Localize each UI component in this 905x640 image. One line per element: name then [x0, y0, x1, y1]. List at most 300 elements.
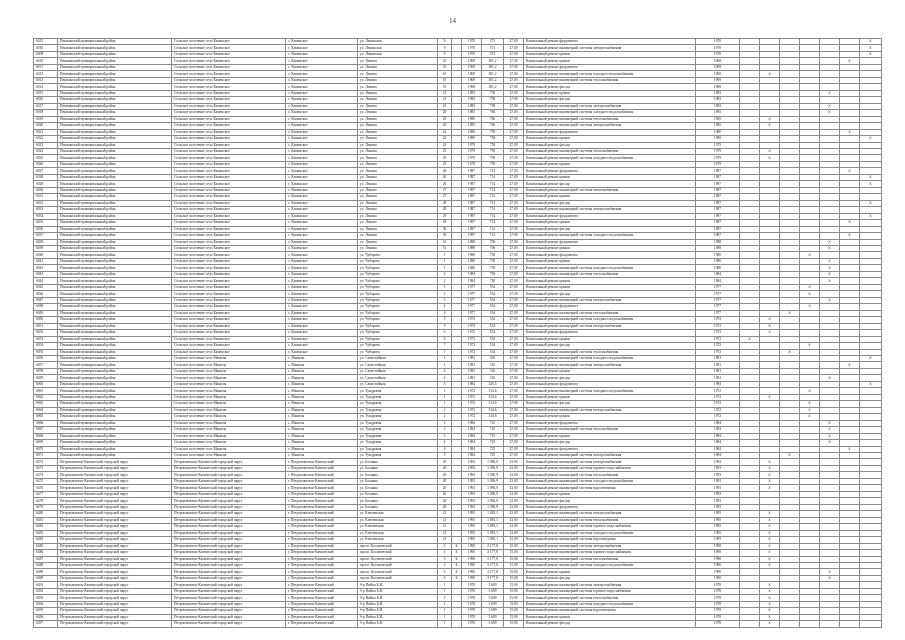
- locality-cell: с. Манилы: [286, 394, 358, 400]
- area-cell: 714: [482, 233, 504, 239]
- row-id-cell: 6481: [34, 517, 58, 523]
- year-built-cell: 1990: [462, 550, 482, 556]
- district-cell: Петропавловск-Камчатский городской округ: [58, 601, 172, 607]
- locality-cell: с. Каменское: [286, 330, 358, 336]
- settlement-cell: Сельское поселение село Каменское: [172, 207, 286, 213]
- area-cell: 714: [482, 200, 504, 206]
- planned-year-cell: 1972: [696, 330, 740, 336]
- percent-cell: 27,00: [504, 407, 524, 413]
- district-cell: Пенжинский муниципальный район: [58, 388, 172, 394]
- percent-cell: 27,00: [504, 394, 524, 400]
- percent-cell: 27,00: [504, 226, 524, 232]
- row-id-cell: 6071: [34, 453, 58, 459]
- street-cell: ул. Ленина: [358, 116, 438, 122]
- row-id-cell: 6479: [34, 504, 58, 510]
- house-number-cell: 31: [438, 239, 452, 245]
- work-type-cell: Капитальный ремонт инженерной системы горячего водоснабжения: [524, 550, 696, 556]
- work-type-cell: Капитальный ремонт фасада: [524, 375, 696, 381]
- row-id-cell: 6034: [34, 213, 58, 219]
- district-cell: Пенжинский муниципальный район: [58, 200, 172, 206]
- row-id-cell: 6473: [34, 465, 58, 471]
- locality-cell: с. Каменское: [286, 194, 358, 200]
- percent-cell: 27,00: [504, 297, 524, 303]
- period-mark-cell: X: [760, 614, 780, 620]
- district-cell: Петропавловск-Камчатский городской округ: [58, 478, 172, 484]
- settlement-cell: Петропавловск-Камчатский городской округ: [172, 459, 286, 465]
- year-built-cell: 1985: [462, 116, 482, 122]
- percent-cell: 27,00: [504, 58, 524, 64]
- planned-year-cell: 1981: [696, 355, 740, 361]
- work-type-cell: Капитальный ремонт крыши: [524, 58, 696, 64]
- street-cell: ул. Чубарова: [358, 252, 438, 258]
- planned-year-cell: 1978: [696, 614, 740, 620]
- house-number-cell: 22: [438, 136, 452, 142]
- district-cell: Пенжинский муниципальный район: [58, 45, 172, 51]
- percent-cell: 27,00: [504, 284, 524, 290]
- period-mark-cell: X: [800, 407, 820, 413]
- work-type-cell: Капитальный ремонт фундамента: [524, 381, 696, 387]
- district-cell: Петропавловск-Камчатский городской округ: [58, 621, 172, 627]
- house-number-cell: 2: [438, 368, 452, 374]
- area-cell: 3 177,8: [482, 543, 504, 549]
- year-built-cell: 1977: [462, 297, 482, 303]
- period-mark-cell: X: [860, 39, 882, 45]
- percent-cell: 27,00: [504, 304, 524, 310]
- work-type-cell: Капитальный ремонт инженерной системы горячего водоснабжения: [524, 465, 696, 471]
- planned-year-cell: 1987: [696, 200, 740, 206]
- planned-year-cell: 1977: [696, 310, 740, 316]
- street-cell: б-р Пийпа Б.И.: [358, 608, 438, 614]
- row-id-cell: 6051: [34, 323, 58, 329]
- row-id-cell: 6062: [34, 394, 58, 400]
- house-number-cell: 10: [438, 84, 452, 90]
- area-cell: 381,2: [482, 71, 504, 77]
- district-cell: Петропавловск-Камчатский городской округ: [58, 575, 172, 581]
- locality-cell: с. Каменское: [286, 136, 358, 142]
- percent-cell: 27,00: [504, 181, 524, 187]
- settlement-cell: Петропавловск-Камчатский городской округ: [172, 465, 286, 471]
- row-id-cell: 6018: [34, 110, 58, 116]
- work-type-cell: Капитальный ремонт фундамента: [524, 168, 696, 174]
- house-number-cell: 9: [438, 51, 452, 57]
- row-id-cell: 6053: [34, 336, 58, 342]
- planned-year-cell: 1990: [696, 575, 740, 581]
- locality-cell: с. Каменское: [286, 97, 358, 103]
- house-number-cell: 28: [438, 207, 452, 213]
- period-mark-cell: X: [760, 472, 780, 478]
- planned-year-cell: 1993: [696, 478, 740, 484]
- street-cell: ул. Тундровая: [358, 433, 438, 439]
- area-cell: 1 083,1: [482, 530, 504, 536]
- period-mark-cell: X: [820, 569, 840, 575]
- area-cell: 3 177,8: [482, 562, 504, 568]
- row-id-cell: 6016: [34, 45, 58, 51]
- district-cell: Пенжинский муниципальный район: [58, 142, 172, 148]
- year-built-cell: 1979: [462, 148, 482, 154]
- period-mark-cell: X: [740, 336, 760, 342]
- district-cell: Пенжинский муниципальный район: [58, 336, 172, 342]
- year-built-cell: 1987: [462, 213, 482, 219]
- percent-cell: 27,00: [504, 414, 524, 420]
- row-id-cell: 6035: [34, 220, 58, 226]
- work-type-cell: Капитальный ремонт инженерной системы электроснабжения: [524, 45, 696, 51]
- area-cell: 1 096,9: [482, 485, 504, 491]
- house-number-cell: 2: [438, 278, 452, 284]
- house-number-cell: 6: [438, 336, 452, 342]
- percent-cell: 27,00: [504, 45, 524, 51]
- percent-cell: 27,00: [504, 265, 524, 271]
- house-number-cell: 25: [438, 155, 452, 161]
- settlement-cell: Сельское поселение село Каменское: [172, 252, 286, 258]
- work-type-cell: Капитальный ремонт инженерной системы холодного водоснабжения: [524, 265, 696, 271]
- row-id-cell: 6012: [34, 71, 58, 77]
- work-type-cell: Капитальный ремонт фасада: [524, 343, 696, 349]
- year-built-cell: 1970: [462, 51, 482, 57]
- work-type-cell: Капитальный ремонт инженерной системы холодного водоснабжения: [524, 530, 696, 536]
- period-mark-cell: [780, 621, 800, 627]
- district-cell: Петропавловск-Камчатский городской округ: [58, 530, 172, 536]
- area-cell: 758: [482, 258, 504, 264]
- row-id-cell: 6480: [34, 511, 58, 517]
- year-built-cell: 1983: [462, 103, 482, 109]
- period-mark-cell: X: [760, 123, 780, 129]
- period-mark-cell: X: [820, 375, 840, 381]
- percent-cell: 27,00: [504, 349, 524, 355]
- settlement-cell: Сельское поселение село Каменское: [172, 297, 286, 303]
- locality-cell: с. Каменское: [286, 297, 358, 303]
- area-cell: 758: [482, 265, 504, 271]
- district-cell: Пенжинский муниципальный район: [58, 64, 172, 70]
- period-mark-cell: X: [860, 355, 882, 361]
- period-mark-cell: X: [860, 45, 882, 51]
- area-cell: 758: [482, 148, 504, 154]
- locality-cell: с. Манилы: [286, 362, 358, 368]
- planned-year-cell: 1972: [696, 317, 740, 323]
- planned-year-cell: 1984: [696, 420, 740, 426]
- row-id-cell: 6474: [34, 472, 58, 478]
- area-cell: 1 083,1: [482, 517, 504, 523]
- street-cell: ул. Бохняка: [358, 459, 438, 465]
- row-id-cell: 6038: [34, 239, 58, 245]
- street-cell: ул. Самостийная: [358, 375, 438, 381]
- street-cell: ул. Ленина: [358, 148, 438, 154]
- street-cell: ул. Ленина: [358, 64, 438, 70]
- locality-cell: с. Каменское: [286, 110, 358, 116]
- settlement-cell: Сельское поселение село Каменское: [172, 226, 286, 232]
- planned-year-cell: 1987: [696, 233, 740, 239]
- house-number-cell: 25: [438, 161, 452, 167]
- street-cell: ул. Ленина: [358, 246, 438, 252]
- district-cell: Пенжинский муниципальный район: [58, 194, 172, 200]
- house-letter-cell: Б: [452, 569, 462, 575]
- house-number-cell: 20: [438, 110, 452, 116]
- year-built-cell: 1987: [462, 220, 482, 226]
- locality-cell: с. Манилы: [286, 433, 358, 439]
- area-cell: 534: [482, 291, 504, 297]
- row-id-cell: 6070: [34, 446, 58, 452]
- settlement-cell: Сельское поселение село Каменское: [172, 317, 286, 323]
- locality-cell: с. Каменское: [286, 265, 358, 271]
- year-built-cell: 1978: [462, 614, 482, 620]
- percent-cell: 23,00: [504, 511, 524, 517]
- area-cell: 3 689: [482, 621, 504, 627]
- area-cell: 3 689: [482, 614, 504, 620]
- area-cell: 758: [482, 97, 504, 103]
- settlement-cell: Сельское поселение село Манилы: [172, 427, 286, 433]
- street-cell: ул. Самостийная: [358, 368, 438, 374]
- period-mark-cell: X: [760, 530, 780, 536]
- percent-cell: 27,00: [504, 401, 524, 407]
- street-cell: ул. Тундровая: [358, 427, 438, 433]
- row-id-cell: 6043: [34, 271, 58, 277]
- work-type-cell: Капитальный ремонт инженерной системы электроснабжения: [524, 123, 696, 129]
- settlement-cell: Петропавловск-Камчатский городской округ: [172, 601, 286, 607]
- period-mark-cell: X: [820, 258, 840, 264]
- locality-cell: с. Каменское: [286, 45, 358, 51]
- row-id-cell: 6487: [34, 556, 58, 562]
- percent-cell: 27,00: [504, 381, 524, 387]
- planned-year-cell: 1972: [696, 323, 740, 329]
- work-type-cell: Капитальный ремонт фасада: [524, 181, 696, 187]
- planned-year-cell: 1993: [696, 465, 740, 471]
- percent-cell: 15,00: [504, 608, 524, 614]
- year-built-cell: 1993: [462, 504, 482, 510]
- area-cell: 758: [482, 136, 504, 142]
- planned-year-cell: 1981: [696, 368, 740, 374]
- planned-year-cell: 1977: [696, 284, 740, 290]
- district-cell: Пенжинский муниципальный район: [58, 420, 172, 426]
- period-mark-cell: X: [820, 103, 840, 109]
- locality-cell: с. Каменское: [286, 278, 358, 284]
- street-cell: ул. Ленина: [358, 77, 438, 83]
- house-number-cell: 20: [438, 123, 452, 129]
- house-number-cell: 1: [438, 394, 452, 400]
- percent-cell: 27,00: [504, 110, 524, 116]
- district-cell: Пенжинский муниципальный район: [58, 71, 172, 77]
- house-number-cell: 3: [438, 556, 452, 562]
- district-cell: Пенжинский муниципальный район: [58, 278, 172, 284]
- area-cell: 714: [482, 187, 504, 193]
- year-built-cell: 1977: [462, 284, 482, 290]
- area-cell: 534: [482, 317, 504, 323]
- locality-cell: г. Петропавловск-Камчатский: [286, 504, 358, 510]
- row-id-cell: 6022: [34, 136, 58, 142]
- row-id-cell: 6020: [34, 123, 58, 129]
- street-cell: ул. Тундровая: [358, 388, 438, 394]
- area-cell: 314,6: [482, 414, 504, 420]
- row-id-cell: 6069: [34, 440, 58, 446]
- row-id-cell: 6494: [34, 601, 58, 607]
- street-cell: ул. Чубарова: [358, 258, 438, 264]
- work-type-cell: Капитальный ремонт фундамента: [524, 64, 696, 70]
- area-cell: 758: [482, 252, 504, 258]
- settlement-cell: Сельское поселение село Каменское: [172, 284, 286, 290]
- district-cell: Пенжинский муниципальный район: [58, 77, 172, 83]
- percent-cell: 27,00: [504, 97, 524, 103]
- locality-cell: г. Петропавловск-Камчатский: [286, 601, 358, 607]
- house-number-cell: 20: [438, 459, 452, 465]
- percent-cell: 27,00: [504, 51, 524, 57]
- locality-cell: с. Каменское: [286, 233, 358, 239]
- period-mark-cell: [820, 621, 840, 627]
- planned-year-cell: 1990: [696, 562, 740, 568]
- street-cell: ул. Ленина: [358, 71, 438, 77]
- settlement-cell: Петропавловск-Камчатский городской округ: [172, 478, 286, 484]
- period-mark-cell: X: [840, 58, 860, 64]
- house-number-cell: 1: [438, 588, 452, 594]
- locality-cell: с. Каменское: [286, 349, 358, 355]
- locality-cell: с. Каменское: [286, 71, 358, 77]
- work-type-cell: Капитальный ремонт инженерной системы теплоснабжения: [524, 310, 696, 316]
- percent-cell: 27,00: [504, 446, 524, 452]
- area-cell: 534: [482, 297, 504, 303]
- work-type-cell: Капитальный ремонт инженерной системы холодного водоснабжения: [524, 562, 696, 568]
- row-id-cell: 6030: [34, 187, 58, 193]
- settlement-cell: Сельское поселение село Манилы: [172, 362, 286, 368]
- settlement-cell: Петропавловск-Камчатский городской округ: [172, 511, 286, 517]
- locality-cell: с. Манилы: [286, 420, 358, 426]
- settlement-cell: Петропавловск-Камчатский городской округ: [172, 562, 286, 568]
- period-mark-cell: X: [860, 181, 882, 187]
- percent-cell: 15,00: [504, 550, 524, 556]
- year-built-cell: 1980: [462, 265, 482, 271]
- percent-cell: 27,00: [504, 161, 524, 167]
- settlement-cell: Сельское поселение село Манилы: [172, 453, 286, 459]
- year-built-cell: 1970: [462, 45, 482, 51]
- period-mark-cell: X: [860, 174, 882, 180]
- row-id-cell: 6015: [34, 90, 58, 96]
- work-type-cell: Капитальный ремонт инженерной системы горячего водоснабжения: [524, 588, 696, 594]
- year-built-cell: 1972: [462, 343, 482, 349]
- settlement-cell: Петропавловск-Камчатский городской округ: [172, 491, 286, 497]
- settlement-cell: Петропавловск-Камчатский городской округ: [172, 524, 286, 530]
- house-number-cell: 20: [438, 465, 452, 471]
- street-cell: ул. Самостийная: [358, 381, 438, 387]
- work-type-cell: Капитальный ремонт фасада: [524, 498, 696, 504]
- planned-year-cell: 1995: [696, 511, 740, 517]
- district-cell: Пенжинский муниципальный район: [58, 446, 172, 452]
- locality-cell: г. Петропавловск-Камчатский: [286, 498, 358, 504]
- locality-cell: с. Каменское: [286, 246, 358, 252]
- planned-year-cell: 1984: [696, 440, 740, 446]
- area-cell: 725: [482, 420, 504, 426]
- street-cell: ул. Чубарова: [358, 284, 438, 290]
- district-cell: Пенжинский муниципальный район: [58, 427, 172, 433]
- street-cell: ул. Ленина: [358, 155, 438, 161]
- locality-cell: с. Манилы: [286, 453, 358, 459]
- settlement-cell: Сельское поселение село Манилы: [172, 420, 286, 426]
- planned-year-cell: 1987: [696, 181, 740, 187]
- planned-year-cell: 1979: [696, 161, 740, 167]
- area-cell: 373: [482, 45, 504, 51]
- district-cell: Петропавловск-Камчатский городской округ: [58, 537, 172, 543]
- area-cell: 381,2: [482, 77, 504, 83]
- period-mark-cell: X: [860, 136, 882, 142]
- house-number-cell: 26: [438, 174, 452, 180]
- work-type-cell: Капитальный ремонт инженерной системы холодного водоснабжения: [524, 478, 696, 484]
- planned-year-cell: 1972: [696, 401, 740, 407]
- year-built-cell: 1972: [462, 317, 482, 323]
- settlement-cell: Петропавловск-Камчатский городской округ: [172, 595, 286, 601]
- house-number-cell: 6: [438, 330, 452, 336]
- district-cell: Пенжинский муниципальный район: [58, 97, 172, 103]
- street-cell: ул. Ленина: [358, 207, 438, 213]
- district-cell: Пенжинский муниципальный район: [58, 343, 172, 349]
- locality-cell: г. Петропавловск-Камчатский: [286, 472, 358, 478]
- percent-cell: 15,00: [504, 595, 524, 601]
- house-number-cell: 27: [438, 187, 452, 193]
- house-number-cell: 4: [438, 440, 452, 446]
- planned-year-cell: 1979: [696, 142, 740, 148]
- house-number-cell: 2: [438, 375, 452, 381]
- year-built-cell: 1993: [462, 465, 482, 471]
- locality-cell: с. Манилы: [286, 446, 358, 452]
- district-cell: Пенжинский муниципальный район: [58, 220, 172, 226]
- work-type-cell: Капитальный ремонт инженерной системы теплоснабжения: [524, 116, 696, 122]
- percent-cell: 27,00: [504, 258, 524, 264]
- area-cell: 1 096,9: [482, 504, 504, 510]
- row-id-cell: 6476: [34, 485, 58, 491]
- year-built-cell: 1988: [462, 239, 482, 245]
- district-cell: Пенжинский муниципальный район: [58, 187, 172, 193]
- area-cell: 314,6: [482, 388, 504, 394]
- house-number-cell: 29: [438, 213, 452, 219]
- locality-cell: с. Каменское: [286, 304, 358, 310]
- district-cell: Пенжинский муниципальный район: [58, 123, 172, 129]
- year-built-cell: 1984: [462, 446, 482, 452]
- work-type-cell: Капитальный ремонт инженерной системы электроснабжения: [524, 543, 696, 549]
- settlement-cell: Сельское поселение село Каменское: [172, 39, 286, 45]
- work-type-cell: Капитальный ремонт инженерной системы электроснабжения: [524, 407, 696, 413]
- locality-cell: с. Каменское: [286, 84, 358, 90]
- street-cell: ул. Ключевская: [358, 537, 438, 543]
- street-cell: ул. Ленина: [358, 168, 438, 174]
- year-built-cell: 1987: [462, 181, 482, 187]
- settlement-cell: Петропавловск-Камчатский городской округ: [172, 575, 286, 581]
- locality-cell: с. Каменское: [286, 187, 358, 193]
- area-cell: 725: [482, 440, 504, 446]
- street-cell: ул. Чубарова: [358, 304, 438, 310]
- street-cell: б-р Пийпа Б.И.: [358, 595, 438, 601]
- house-number-cell: 21: [438, 90, 452, 96]
- row-id-cell: 6025: [34, 155, 58, 161]
- work-type-cell: Капитальный ремонт инженерной системы электроснабжения: [524, 297, 696, 303]
- year-built-cell: 1984: [462, 420, 482, 426]
- work-type-cell: Капитальный ремонт инженерной системы водоотведения: [524, 537, 696, 543]
- area-cell: 381,2: [482, 84, 504, 90]
- period-mark-cell: X: [820, 297, 840, 303]
- planned-year-cell: 1970: [696, 39, 740, 45]
- settlement-cell: Петропавловск-Камчатский городской округ: [172, 537, 286, 543]
- locality-cell: с. Каменское: [286, 51, 358, 57]
- house-number-cell: 9: [438, 39, 452, 45]
- work-type-cell: Капитальный ремонт фундамента: [524, 330, 696, 336]
- percent-cell: 15,00: [504, 582, 524, 588]
- work-type-cell: Капитальный ремонт инженерной системы теплоснабжения: [524, 427, 696, 433]
- period-mark-cell: X: [760, 485, 780, 491]
- planned-year-cell: 1978: [696, 621, 740, 627]
- locality-cell: с. Каменское: [286, 336, 358, 342]
- row-id-cell: 6016: [34, 97, 58, 103]
- area-cell: 325,5: [482, 381, 504, 387]
- street-cell: ул. Чубарова: [358, 291, 438, 297]
- settlement-cell: Петропавловск-Камчатский городской округ: [172, 582, 286, 588]
- year-built-cell: 1993: [462, 472, 482, 478]
- house-number-cell: 1: [438, 614, 452, 620]
- locality-cell: с. Каменское: [286, 174, 358, 180]
- year-built-cell: 1969: [462, 77, 482, 83]
- work-type-cell: Капитальный ремонт инженерной системы электроснабжения: [524, 323, 696, 329]
